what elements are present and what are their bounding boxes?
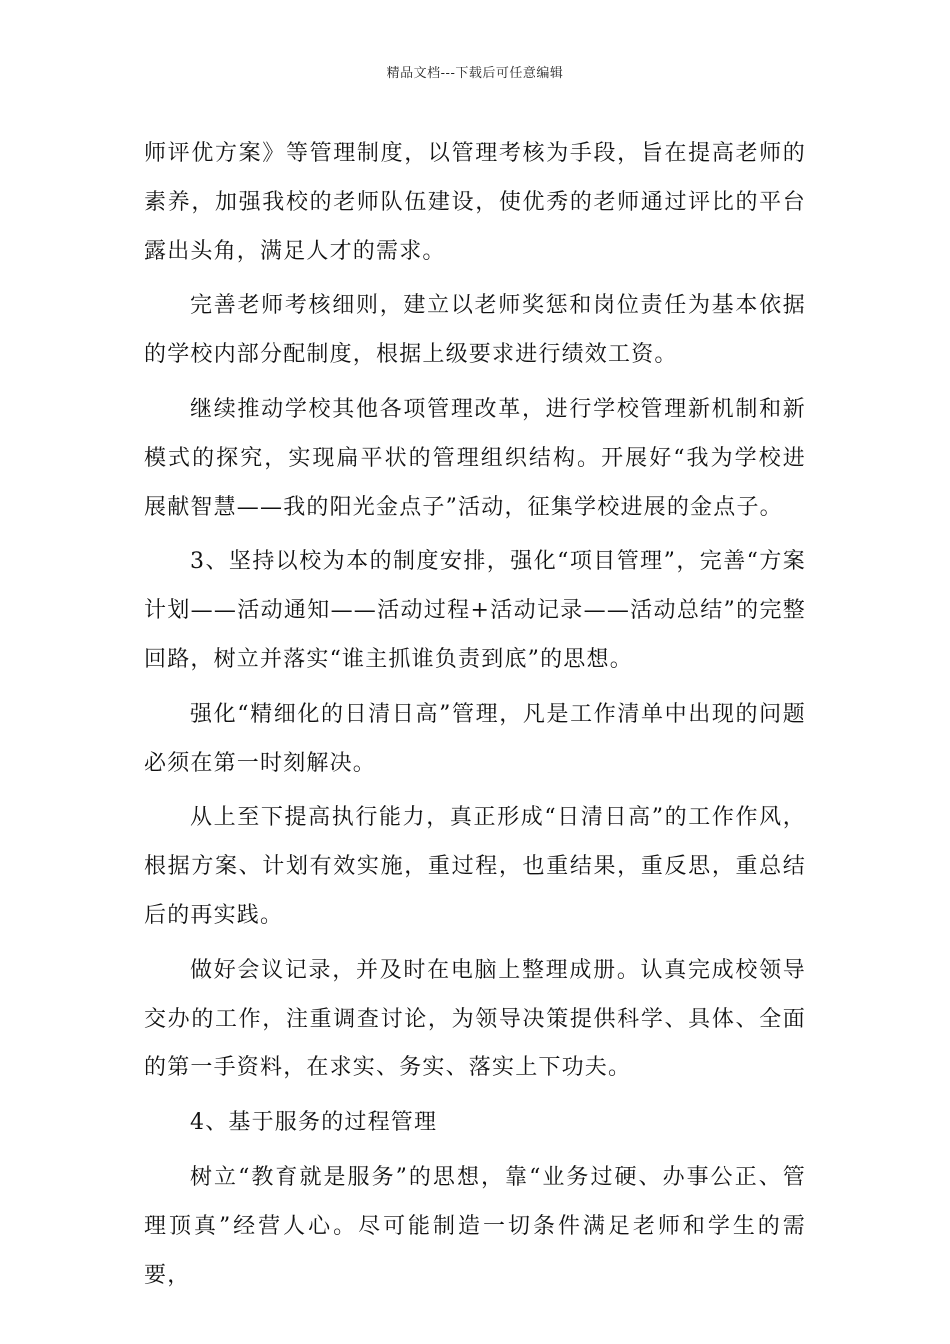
paragraph-assessment-rules: 完善老师考核细则，建立以老师奖惩和岗位责任为基本依据的学校内部分配制度，根据上级要求进行绩效工资。 xyxy=(144,293,806,368)
document-body xyxy=(144,130,806,1306)
paragraph-meeting-records: 做好会议记录，并及时在电脑上整理成册。认真完成校领导交办的工作，注重调查讨论，为领导决策提供科学、具体、全面的第一手资料，在求实、务实、落实上下功夫。 xyxy=(144,957,806,1081)
paragraph-management-reform: 继续推动学校其他各项管理改革，进行学校管理新机制和新模式的探究，实现扁平状的管理组织结构。开展好“我为学校进展献智慧——我的阳光金点子”活动，征集学校进展的金点子。 xyxy=(144,396,806,520)
paragraph-continuation: 师评优方案》等管理制度，以管理考核为手段，旨在提高老师的素养，加强我校的老师队伍建设，使优秀的老师通过评比的平台露出头角，满足人才的需求。 xyxy=(144,141,806,264)
paragraph-execution: 从上至下提高执行能力，真正形成“日清日高”的工作作风，根据方案、计划有效实施，重过程，也重结果，重反思，重总结后的再实践。 xyxy=(144,805,806,928)
paragraph-service-philosophy: 树立“教育就是服务”的思想，靠“业务过硬、办事公正、管理顶真”经营人心。尽可能制造一切条件满足老师和学生的需要， xyxy=(144,1164,806,1288)
paragraph-daily-management: 强化“精细化的日清日高”管理，凡是工作清单中出现的问题必须在第一时刻解决。 xyxy=(144,701,806,776)
page-header: 精品文档---下载后可任意编辑 xyxy=(386,66,564,81)
paragraph-project-management: 3、坚持以校为本的制度安排，强化“项目管理”，完善“方案计划——活动通知——活动过程+活动记录——活动总结”的完整回路，树立并落实“谁主抓谁负责到底”的思想。 xyxy=(144,549,806,672)
section-heading-service-management: 4、基于服务的过程管理 xyxy=(190,1110,438,1136)
